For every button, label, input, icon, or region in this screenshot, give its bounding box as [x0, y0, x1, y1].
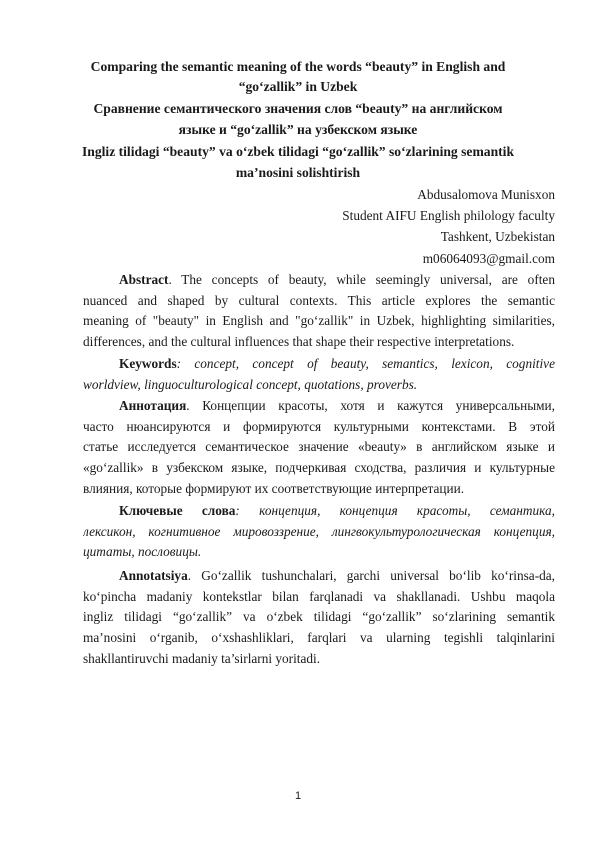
- keywords-en-label: Keywords: [119, 356, 177, 371]
- abstract-en: Abstract. The concepts of beauty, while seemingly universal, are often nuanced and shaped by cultural contexts. This article explores the semantic meaning of "beauty" in English and "go‘zallik" in Uzbek, highlighting similarities, differences, and the cultural influences that shape their respective interpretations.: [83, 272, 555, 350]
- author-affiliation: Student AIFU English philology faculty: [342, 208, 555, 223]
- author-name: Abdusalomova Munisxon: [417, 187, 555, 202]
- title-uz-line-2: ma’nosini solishtirish: [235, 165, 361, 180]
- title-en-line-1: Comparing the semantic meaning of the words “beauty” in English and: [90, 59, 506, 74]
- keywords-ru: Ключевые слова: концепция, концепция красоты, семантика, лексикон, когнитивное мировоззрение, лингвокультурологическая концепция, цитаты, пословицы.: [83, 503, 555, 560]
- keywords-en: Keywords: concept, concept of beauty, semantics, lexicon, cognitive worldview, linguoculturological concept, quotations, proverbs.: [83, 356, 555, 392]
- abstract-ru-label: Аннотация: [119, 398, 187, 413]
- abstract-uz: Annotatsiya. Go‘zallik tushunchalari, garchi universal bo‘lib ko‘rinsa-da, ko‘pincha madaniy kontekstlar bilan farqlanadi va shakllanadi. Ushbu maqola ingliz tilidagi “go‘zallik” va o‘zbek tilidagi “go‘zallik” so‘zlarining semantik ma’nosini o‘rganib, o‘xshashliklari, farqlari va ularning tegishli talqinlarini shakllantiruvchi madaniy ta’sirlarni yoritadi.: [83, 568, 555, 666]
- title-ru-line-2: языке и “go‘zallik” на узбекском языке: [178, 122, 418, 137]
- keywords-ru-label: Ключевые слова: [119, 503, 236, 518]
- title-uz-line-1: Ingliz tilidagi “beauty” va o‘zbek tilidagi “go‘zallik” so‘zlarining semantik: [82, 144, 514, 159]
- page-number: 1: [294, 790, 302, 802]
- abstract-uz-label: Annotatsiya: [119, 568, 188, 583]
- author-email: m06064093@gmail.com: [422, 251, 555, 266]
- abstract-ru: Аннотация. Концепции красоты, хотя и кажутся универсальными, часто нюансируются и формируются культурными контекстами. В этой статье исследуется семантическое значение «beauty» в английском языке и «go‘zallik» в узбекском языке, подчеркивая сходства, различия и культурные влияния, которые формируют их соответствующие интерпретации.: [83, 398, 555, 496]
- title-ru-line-1: Сравнение семантического значения слов “beauty” на английском: [93, 101, 503, 116]
- author-location: Tashkent, Uzbekistan: [440, 229, 555, 244]
- title-en-line-2: “go‘zallik” in Uzbek: [238, 79, 358, 94]
- abstract-en-label: Abstract: [119, 272, 169, 287]
